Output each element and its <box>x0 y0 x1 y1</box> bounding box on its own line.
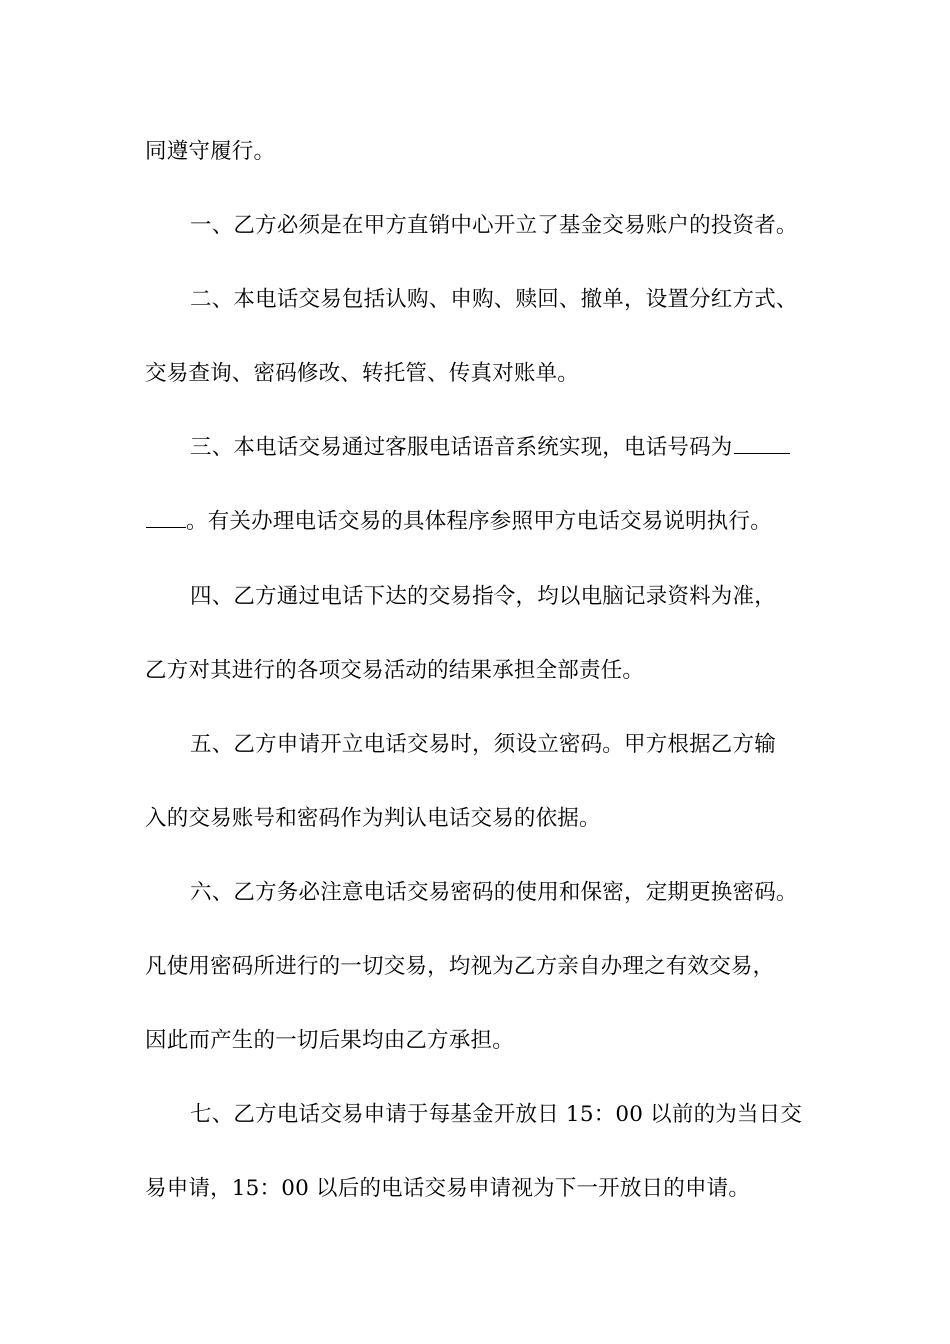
paragraph-line-4: 交易查询、密码修改、转托管、传真对账单。 <box>145 361 580 386</box>
phone-blank-line-continued <box>146 526 186 528</box>
paragraph-line-12: 凡使用密码所进行的一切交易，均视为乙方亲自办理之有效交易， <box>145 954 775 979</box>
paragraph-line-6-text: 。有关办理电话交易的具体程序参照甲方电话交易说明执行。 <box>186 509 772 534</box>
paragraph-line-7: 四、乙方通过电话下达的交易指令，均以电脑记录资料为准， <box>190 584 776 609</box>
paragraph-line-15: 易申请，15：00 以后的电话交易申请视为下一开放日的申请。 <box>145 1176 751 1201</box>
paragraph-line-6 <box>145 507 825 537</box>
phone-blank-line <box>734 452 790 454</box>
paragraph-line-2: 一、乙方必须是在甲方直销中心开立了基金交易账户的投资者。 <box>190 213 798 238</box>
paragraph-line-3: 二、本电话交易包括认购、申购、赎回、撤单，设置分红方式、 <box>190 287 798 312</box>
paragraph-line-5-text: 三、本电话交易通过客服电话语音系统实现，电话号码为 <box>190 435 733 460</box>
paragraph-line-8: 乙方对其进行的各项交易活动的结果承担全部责任。 <box>145 658 645 683</box>
paragraph-line-11: 六、乙方务必注意电话交易密码的使用和保密，定期更换密码。 <box>190 880 798 905</box>
paragraph-line-1: 同遵守履行。 <box>145 139 276 164</box>
paragraph-line-14: 七、乙方电话交易申请于每基金开放日 15：00 以前的为当日交 <box>190 1102 803 1127</box>
paragraph-line-13: 因此而产生的一切后果均由乙方承担。 <box>145 1028 514 1053</box>
paragraph-line-5 <box>190 433 830 463</box>
paragraph-line-9: 五、乙方申请开立电话交易时，须设立密码。甲方根据乙方输 <box>190 732 776 757</box>
paragraph-line-10: 入的交易账号和密码作为判认电话交易的依据。 <box>145 806 601 831</box>
